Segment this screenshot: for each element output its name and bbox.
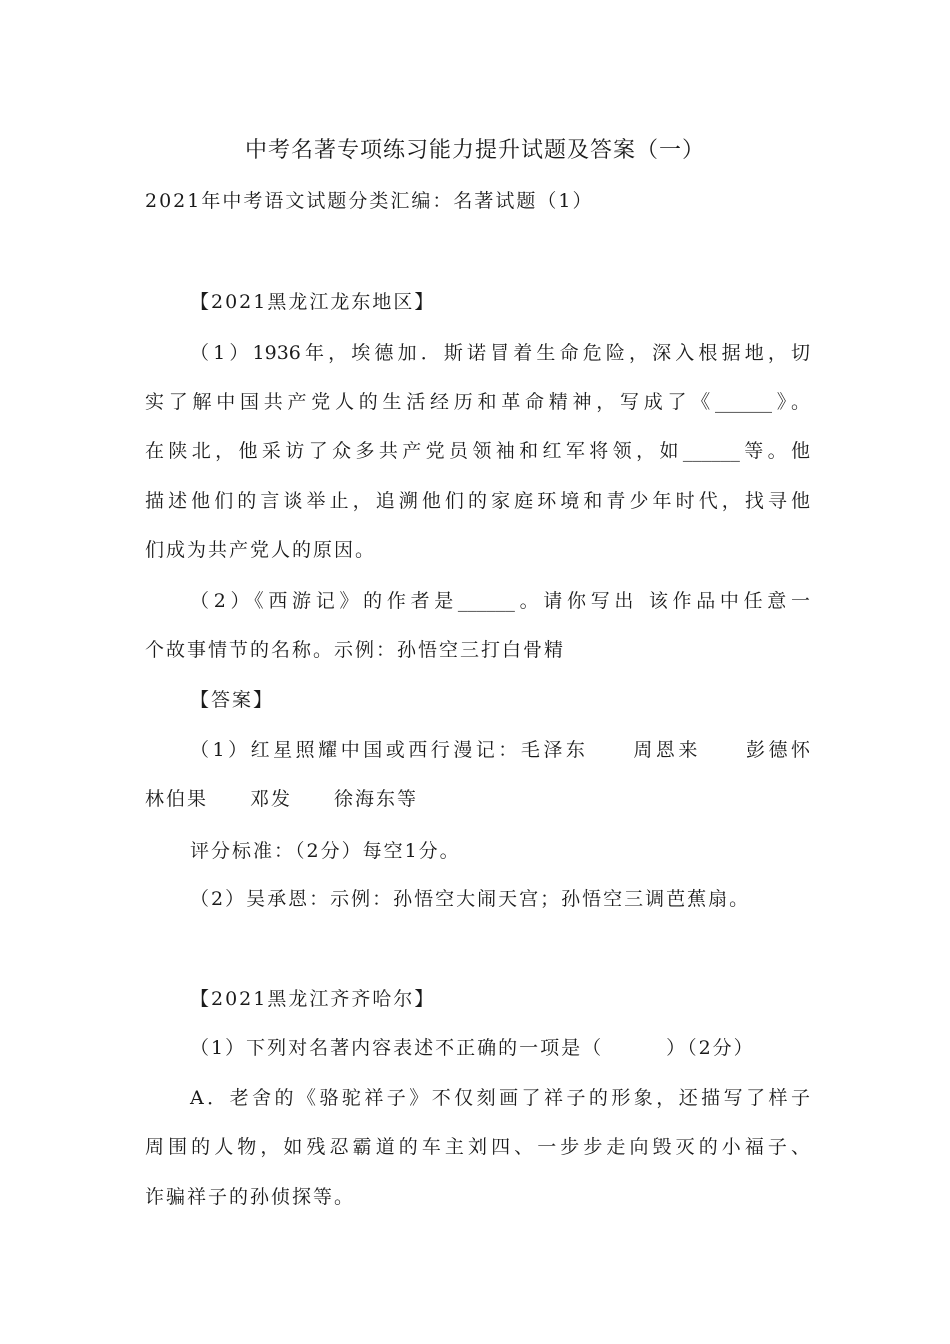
answer-2-line: （2）吴承恩：示例：孙悟空大闹天宫；孙悟空三调芭蕉扇。: [190, 888, 751, 910]
question-2-line: （2）《西游记》的作者是______。请你写出 该作品中任意一: [190, 590, 810, 612]
section-header-longdong: 【2021黑龙江龙东地区】: [190, 291, 436, 313]
question-1-line: 描述他们的言谈举止，追溯他们的家庭环境和青少年时代，找寻他: [145, 490, 810, 512]
question-1-line: 在陕北，他采访了众多共产党员领袖和红军将领，如______等。他: [145, 440, 810, 462]
question-2-line: 个故事情节的名称。示例：孙悟空三打白骨精: [145, 639, 566, 661]
option-a-line: 周围的人物，如残忍霸道的车主刘四、一步步走向毁灭的小福子、: [145, 1136, 810, 1158]
question-1-line: 们成为共产党人的原因。: [145, 539, 377, 561]
question-1-line: （1）下列对名著内容表述不正确的一项是（ ）（2分）: [190, 1037, 755, 1059]
question-1-line: 实了解中国共产党人的生活经历和革命精神，写成了《______》。: [145, 391, 810, 413]
document-title: 中考名著专项练习能力提升试题及答案（一）: [244, 138, 705, 163]
scoring-standard: 评分标准：（2分）每空1分。: [190, 840, 461, 862]
answer-1-line: （1）红星照耀中国或西行漫记：毛泽东 周恩来 彭德怀: [190, 739, 810, 761]
answer-1-line: 林伯果 邓发 徐海东等: [145, 788, 419, 810]
answer-label: 【答案】: [190, 689, 275, 711]
option-a-line: A．老舍的《骆驼祥子》不仅刻画了祥子的形象，还描写了样子: [190, 1087, 810, 1109]
document-subtitle: 2021年中考语文试题分类汇编：名著试题（1）: [145, 190, 594, 212]
section-header-qiqihar: 【2021黑龙江齐齐哈尔】: [190, 988, 436, 1010]
question-1-line: （1）1936年，埃德加．斯诺冒着生命危险，深入根据地，切: [190, 342, 810, 364]
option-a-line: 诈骗祥子的孙侦探等。: [145, 1186, 356, 1208]
